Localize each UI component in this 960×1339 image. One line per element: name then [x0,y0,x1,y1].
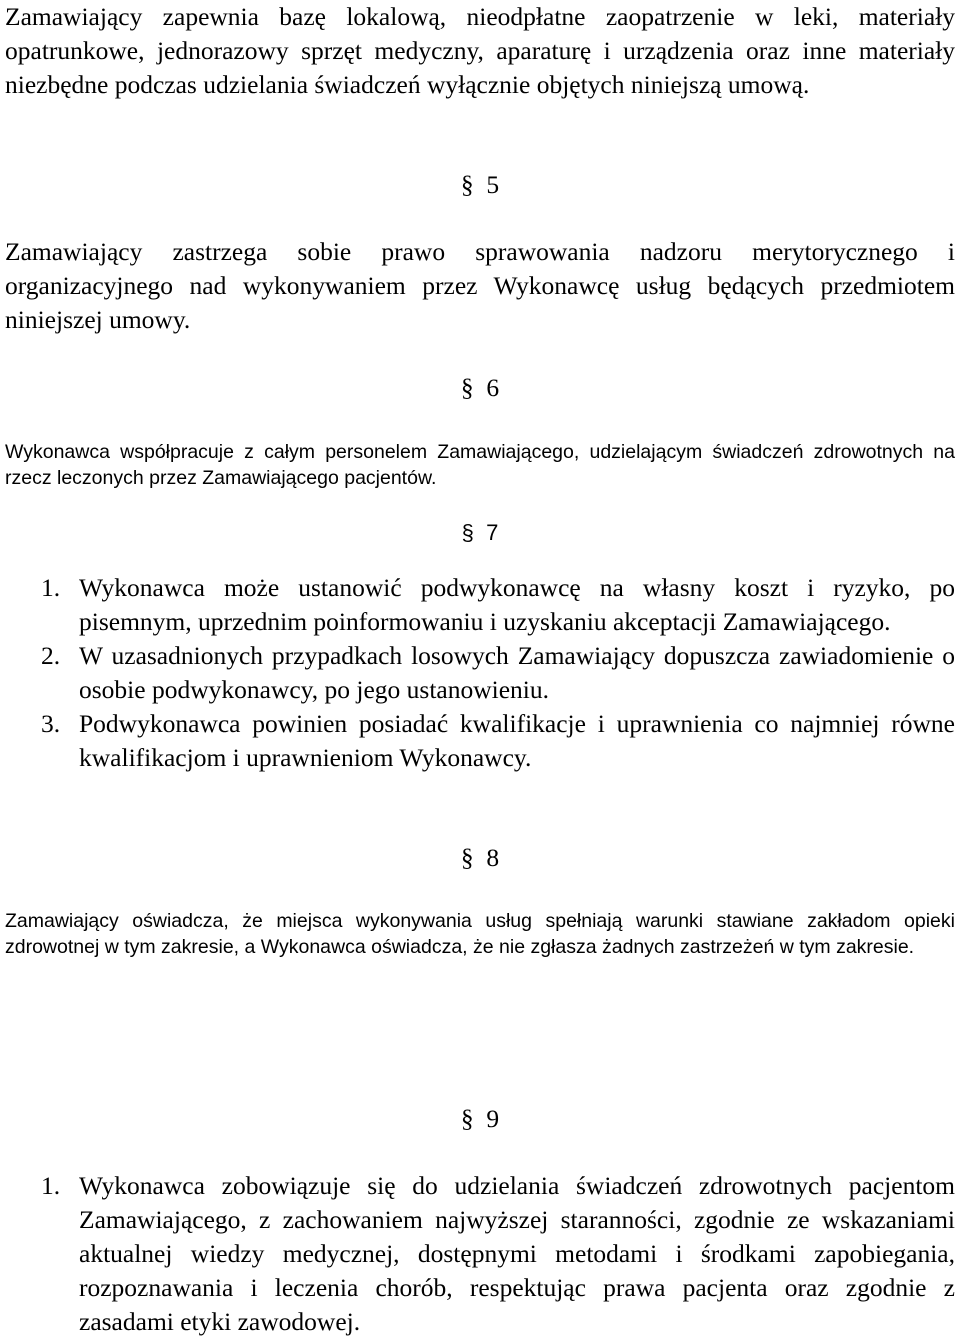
section-8-text: Zamawiający oświadcza, że miejsca wykonywania usług spełniają warunki stawiane zakładom opieki zdrowotnej w tym zakresie, a Wykonawca oświadcza, że nie zgłasza żadnych zastrzeżeń w tym zakresie. [5,910,955,958]
section-9-list [5,1169,955,1339]
list-item [5,707,955,775]
list-text: Podwykonawca powinien posiadać kwalifikacje i uprawnienia co najmniej równe kwalifikacjom i uprawnieniom Wykonawcy. [79,709,955,772]
list-item [5,571,955,639]
list-text: Wykonawca może ustanowić podwykonawcę na własny koszt i ryzyko, po pisemnym, uprzednim poinformowaniu i uzyskaniu akceptacji Zamawiającego. [79,573,955,636]
list-item [5,1169,955,1339]
list-number: 3. [41,709,61,738]
list-number: 1. [41,573,61,602]
section-6-heading: § 6 [460,373,500,402]
paragraph-base-supplies: Zamawiający zapewnia bazę lokalową, nieodpłatne zaopatrzenie w leki, materiały opatrunkowe, jednorazowy sprzęt medyczny, aparaturę i urządzenia oraz inne materiały niezbędne podczas udzielania świadczeń wyłącznie objętych niniejszą umową. [5,2,955,99]
section-7-heading: § 7 [461,520,499,545]
list-text: W uzasadnionych przypadkach losowych Zamawiający dopuszcza zawiadomienie o osobie podwykonawcy, po jego ustanowieniu. [79,641,955,704]
section-5-heading: § 5 [460,170,500,199]
section-5-text: Zamawiający zastrzega sobie prawo sprawowania nadzoru merytorycznego i organizacyjnego nad wykonywaniem przez Wykonawcę usług będących przedmiotem niniejszej umowy. [5,237,955,334]
section-8-heading: § 8 [460,843,500,872]
section-9-heading: § 9 [460,1104,500,1133]
list-item [5,639,955,707]
list-number: 1. [41,1171,61,1200]
section-6-text: Wykonawca współpracuje z całym personelem Zamawiającego, udzielającym świadczeń zdrowotnych na rzecz leczonych przez Zamawiającego pacjentów. [5,441,955,489]
list-number: 2. [41,641,61,670]
section-7-list [5,571,955,775]
list-text: Wykonawca zobowiązuje się do udzielania świadczeń zdrowotnych pacjentom Zamawiającego, z zachowaniem najwyższej staranności, zgodnie ze wskazaniami aktualnej wiedzy medycznej, dostępnymi metodami i środkami zapobiegania, rozpoznawania i leczenia chorób, respektując prawa pacjenta oraz zgodnie z zasadami etyki zawodowej. [79,1171,955,1336]
